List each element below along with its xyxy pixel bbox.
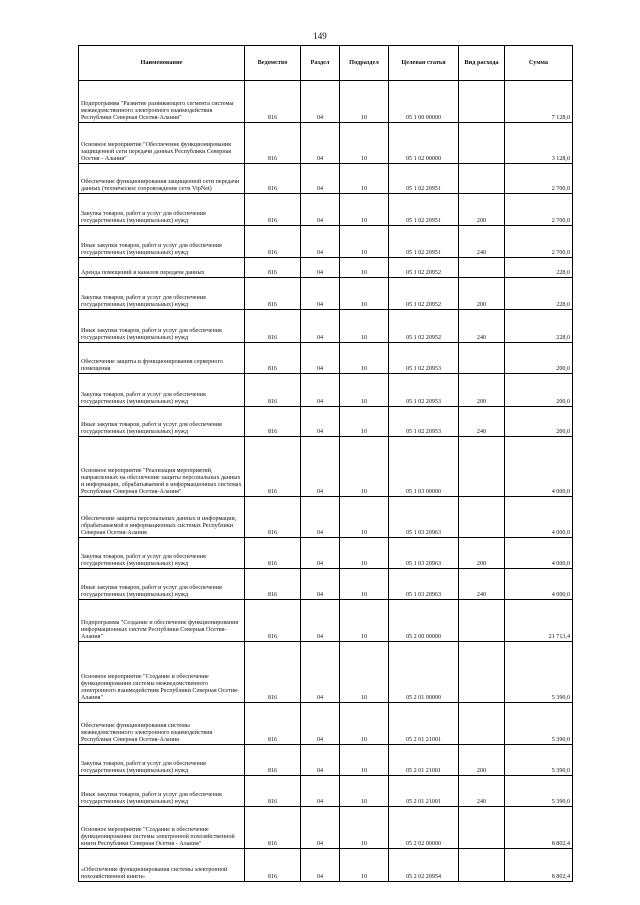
header-summa: Сумма: [505, 46, 573, 81]
table-row: [79, 226, 573, 258]
row-vedomstvo: 816: [245, 849, 301, 882]
row-podrazdel: 10: [340, 123, 389, 164]
row-podrazdel: 10: [340, 374, 389, 407]
row-vedomstvo: 816: [245, 776, 301, 807]
row-celevaya-statya: 05 1 02 20953: [389, 374, 459, 407]
row-summa: 21 713,4: [505, 600, 573, 642]
row-celevaya-statya: 05 1 02 20951: [389, 194, 459, 226]
table-row: [79, 194, 573, 226]
row-celevaya-statya: 05 1 02 20952: [389, 258, 459, 278]
row-podrazdel: 10: [340, 258, 389, 278]
row-vedomstvo: 816: [245, 81, 301, 123]
row-celevaya-statya: 05 1 02 20953: [389, 343, 459, 374]
row-podrazdel: 10: [340, 437, 389, 497]
row-vedomstvo: 816: [245, 226, 301, 258]
row-summa: 2 700,0: [505, 164, 573, 194]
row-name: Обеспечение функционирования системы межведомственного электронного взаимодействия Республики Северная Осетия-Алания: [79, 703, 245, 745]
row-vedomstvo: 816: [245, 343, 301, 374]
row-razdel: 04: [301, 569, 340, 600]
row-razdel: 04: [301, 164, 340, 194]
row-razdel: 04: [301, 437, 340, 497]
row-name: Иные закупки товаров, работ и услуг для обеспечения государственных (муниципальных) нужд: [79, 310, 245, 343]
row-podrazdel: 10: [340, 745, 389, 776]
row-podrazdel: 10: [340, 194, 389, 226]
row-vedomstvo: 816: [245, 278, 301, 310]
row-vid-raskhoda: [459, 807, 505, 849]
row-name: Обеспечение защиты и функционирования серверного помещения: [79, 343, 245, 374]
table-row: [79, 497, 573, 538]
row-vedomstvo: 816: [245, 703, 301, 745]
header-vid-raskhoda: Вид расхода: [459, 46, 505, 81]
row-vedomstvo: 816: [245, 407, 301, 437]
row-vedomstvo: 816: [245, 642, 301, 703]
row-podrazdel: 10: [340, 703, 389, 745]
row-vid-raskhoda: [459, 123, 505, 164]
row-celevaya-statya: 05 1 02 20952: [389, 310, 459, 343]
row-razdel: 04: [301, 123, 340, 164]
row-vid-raskhoda: 240: [459, 226, 505, 258]
row-razdel: 04: [301, 374, 340, 407]
row-summa: 2 700,0: [505, 226, 573, 258]
row-vid-raskhoda: 240: [459, 310, 505, 343]
row-celevaya-statya: 05 2 02 00000: [389, 807, 459, 849]
row-razdel: 04: [301, 807, 340, 849]
row-podrazdel: 10: [340, 343, 389, 374]
table-row: [79, 437, 573, 497]
row-podrazdel: 10: [340, 600, 389, 642]
table-row: [79, 81, 573, 123]
table-row: [79, 258, 573, 278]
row-razdel: 04: [301, 497, 340, 538]
row-celevaya-statya: 05 1 03 00000: [389, 437, 459, 497]
row-celevaya-statya: 05 1 02 20952: [389, 278, 459, 310]
row-vid-raskhoda: [459, 343, 505, 374]
table-row: [79, 278, 573, 310]
table-row: [79, 600, 573, 642]
table-row: [79, 569, 573, 600]
row-summa: 7 128,0: [505, 81, 573, 123]
row-vedomstvo: 816: [245, 258, 301, 278]
row-summa: 200,0: [505, 343, 573, 374]
row-vid-raskhoda: [459, 703, 505, 745]
row-razdel: 04: [301, 258, 340, 278]
row-podrazdel: 10: [340, 642, 389, 703]
budget-table: [78, 45, 573, 882]
row-celevaya-statya: 05 2 01 00000: [389, 642, 459, 703]
table-row: [79, 849, 573, 882]
row-name: Обеспечение защиты персональных данных и информации, обрабатываемой в информационных системах Республики Северная Осетия-Алания: [79, 497, 245, 538]
table-row: [79, 123, 573, 164]
row-name: Обеспечение функционирования защищенной сети передачи данных (техническое сопровождение сети VipNet): [79, 164, 245, 194]
row-vedomstvo: 816: [245, 123, 301, 164]
header-celevaya-statya: Целевая статья: [389, 46, 459, 81]
row-name: Закупка товаров, работ и услуг для обеспечения государственных (муниципальных) нужд: [79, 538, 245, 569]
row-summa: 228,0: [505, 278, 573, 310]
row-razdel: 04: [301, 600, 340, 642]
row-celevaya-statya: 05 2 01 21001: [389, 745, 459, 776]
row-name: Иные закупки товаров, работ и услуг для обеспечения государственных (муниципальных) нужд: [79, 776, 245, 807]
row-summa: 4 000,0: [505, 497, 573, 538]
row-vid-raskhoda: [459, 642, 505, 703]
row-celevaya-statya: 05 1 02 20953: [389, 407, 459, 437]
row-vid-raskhoda: 200: [459, 278, 505, 310]
table-row: [79, 343, 573, 374]
header-vedomstvo: Ведомство: [245, 46, 301, 81]
row-name: Закупка товаров, работ и услуг для обеспечения государственных (муниципальных) нужд: [79, 374, 245, 407]
row-vid-raskhoda: 240: [459, 407, 505, 437]
row-podrazdel: 10: [340, 807, 389, 849]
row-vedomstvo: 816: [245, 437, 301, 497]
table-row: [79, 703, 573, 745]
row-name: Закупка товаров, работ и услуг для обеспечения государственных (муниципальных) нужд: [79, 194, 245, 226]
header-razdel: Раздел: [301, 46, 340, 81]
row-vid-raskhoda: [459, 437, 505, 497]
row-podrazdel: 10: [340, 538, 389, 569]
row-name: Основное мероприятие "Реализация мероприятий, направленных на обеспечение защиты персональных данных и информации, обрабатываемой в информационных системах Республики Северная Осетия-Алания": [79, 437, 245, 497]
row-name: Иные закупки товаров, работ и услуг для обеспечения государственных (муниципальных) нужд: [79, 226, 245, 258]
row-vid-raskhoda: 200: [459, 374, 505, 407]
row-summa: 228,0: [505, 258, 573, 278]
table-row: [79, 538, 573, 569]
row-summa: 8 802,4: [505, 849, 573, 882]
row-vedomstvo: 816: [245, 310, 301, 343]
row-vedomstvo: 816: [245, 194, 301, 226]
row-razdel: 04: [301, 407, 340, 437]
row-name: Иные закупки товаров, работ и услуг для обеспечения государственных (муниципальных) нужд: [79, 407, 245, 437]
row-celevaya-statya: 05 1 03 20963: [389, 538, 459, 569]
table-row: [79, 164, 573, 194]
table-header: [79, 46, 573, 81]
row-name: Закупка товаров, работ и услуг для обеспечения государственных (муниципальных) нужд: [79, 278, 245, 310]
row-vedomstvo: 816: [245, 164, 301, 194]
row-vid-raskhoda: [459, 849, 505, 882]
row-vid-raskhoda: [459, 497, 505, 538]
page-number: 149: [313, 31, 327, 41]
row-summa: 8 802,4: [505, 807, 573, 849]
row-vedomstvo: 816: [245, 497, 301, 538]
row-name: «Обеспечение функционирования системы электронной похозяйственной книги»: [79, 849, 245, 882]
row-celevaya-statya: 05 1 03 20963: [389, 497, 459, 538]
row-name: Основное мероприятие "Создание и обеспечение функционирования системы электронной похозяйственной книги Республики Северная Осетия - Алания": [79, 807, 245, 849]
row-podrazdel: 10: [340, 407, 389, 437]
row-summa: 5 390,0: [505, 703, 573, 745]
row-podrazdel: 10: [340, 497, 389, 538]
row-summa: 5 390,0: [505, 745, 573, 776]
row-name: Подпрограмма "Создание и обеспечение функционирования информационных систем Республики Северная Осетия-Алания": [79, 600, 245, 642]
row-name: Основное мероприятие "Обеспечение функционирования защищенной сети передачи данных Республики Северная Осетия - Алания": [79, 123, 245, 164]
row-summa: 5 390,0: [505, 776, 573, 807]
row-celevaya-statya: 05 1 02 20951: [389, 164, 459, 194]
row-vid-raskhoda: 200: [459, 745, 505, 776]
row-summa: 5 390,0: [505, 642, 573, 703]
row-name: Иные закупки товаров, работ и услуг для обеспечения государственных (муниципальных) нужд: [79, 569, 245, 600]
row-razdel: 04: [301, 81, 340, 123]
row-vedomstvo: 816: [245, 374, 301, 407]
row-name: Аренда помещений и каналов передачи данных: [79, 258, 245, 278]
row-celevaya-statya: 05 2 02 20954: [389, 849, 459, 882]
table-row: [79, 807, 573, 849]
table-body: [79, 81, 573, 882]
row-name: Подпрограмма "Развитие развивающего сегмента системы межведомственного электронного взаимодействия Республики Северная Осетия-Алания": [79, 81, 245, 123]
row-name: Основное мероприятие "Создание и обеспечение функционирования системы межведомственного электронного взаимодействия Республики Северная Осетия-Алания": [79, 642, 245, 703]
row-razdel: 04: [301, 776, 340, 807]
row-vedomstvo: 816: [245, 569, 301, 600]
table-row: [79, 374, 573, 407]
row-summa: 200,0: [505, 407, 573, 437]
row-summa: 228,0: [505, 310, 573, 343]
row-vid-raskhoda: [459, 258, 505, 278]
row-celevaya-statya: 05 2 01 21001: [389, 776, 459, 807]
table-row: [79, 407, 573, 437]
row-summa: 2 700,0: [505, 194, 573, 226]
row-podrazdel: 10: [340, 226, 389, 258]
row-summa: 4 000,0: [505, 538, 573, 569]
row-summa: 4 000,0: [505, 437, 573, 497]
row-razdel: 04: [301, 343, 340, 374]
row-razdel: 04: [301, 745, 340, 776]
row-razdel: 04: [301, 642, 340, 703]
row-celevaya-statya: 05 2 00 00000: [389, 600, 459, 642]
header-name: Наименование: [79, 46, 245, 81]
row-vedomstvo: 816: [245, 538, 301, 569]
row-name: Закупка товаров, работ и услуг для обеспечения государственных (муниципальных) нужд: [79, 745, 245, 776]
row-vid-raskhoda: [459, 81, 505, 123]
table-row: [79, 310, 573, 343]
row-podrazdel: 10: [340, 310, 389, 343]
row-razdel: 04: [301, 538, 340, 569]
row-razdel: 04: [301, 226, 340, 258]
row-celevaya-statya: 05 1 03 20963: [389, 569, 459, 600]
row-celevaya-statya: 05 1 02 20951: [389, 226, 459, 258]
row-celevaya-statya: 05 1 02 00000: [389, 123, 459, 164]
row-podrazdel: 10: [340, 81, 389, 123]
table-row: [79, 745, 573, 776]
row-vid-raskhoda: 240: [459, 776, 505, 807]
row-razdel: 04: [301, 849, 340, 882]
row-celevaya-statya: 05 1 00 00000: [389, 81, 459, 123]
row-celevaya-statya: 05 2 01 21001: [389, 703, 459, 745]
row-summa: 200,0: [505, 374, 573, 407]
row-podrazdel: 10: [340, 278, 389, 310]
row-summa: 3 128,0: [505, 123, 573, 164]
table-row: [79, 776, 573, 807]
row-razdel: 04: [301, 703, 340, 745]
row-vid-raskhoda: 200: [459, 194, 505, 226]
row-vid-raskhoda: 240: [459, 569, 505, 600]
row-vedomstvo: 816: [245, 600, 301, 642]
table-row: [79, 642, 573, 703]
row-podrazdel: 10: [340, 776, 389, 807]
row-vid-raskhoda: [459, 600, 505, 642]
row-razdel: 04: [301, 310, 340, 343]
row-vedomstvo: 816: [245, 807, 301, 849]
row-podrazdel: 10: [340, 849, 389, 882]
row-podrazdel: 10: [340, 569, 389, 600]
header-podrazdel: Подраздел: [340, 46, 389, 81]
row-vid-raskhoda: [459, 164, 505, 194]
row-podrazdel: 10: [340, 164, 389, 194]
row-razdel: 04: [301, 194, 340, 226]
row-summa: 4 000,0: [505, 569, 573, 600]
row-razdel: 04: [301, 278, 340, 310]
row-vid-raskhoda: 200: [459, 538, 505, 569]
row-vedomstvo: 816: [245, 745, 301, 776]
